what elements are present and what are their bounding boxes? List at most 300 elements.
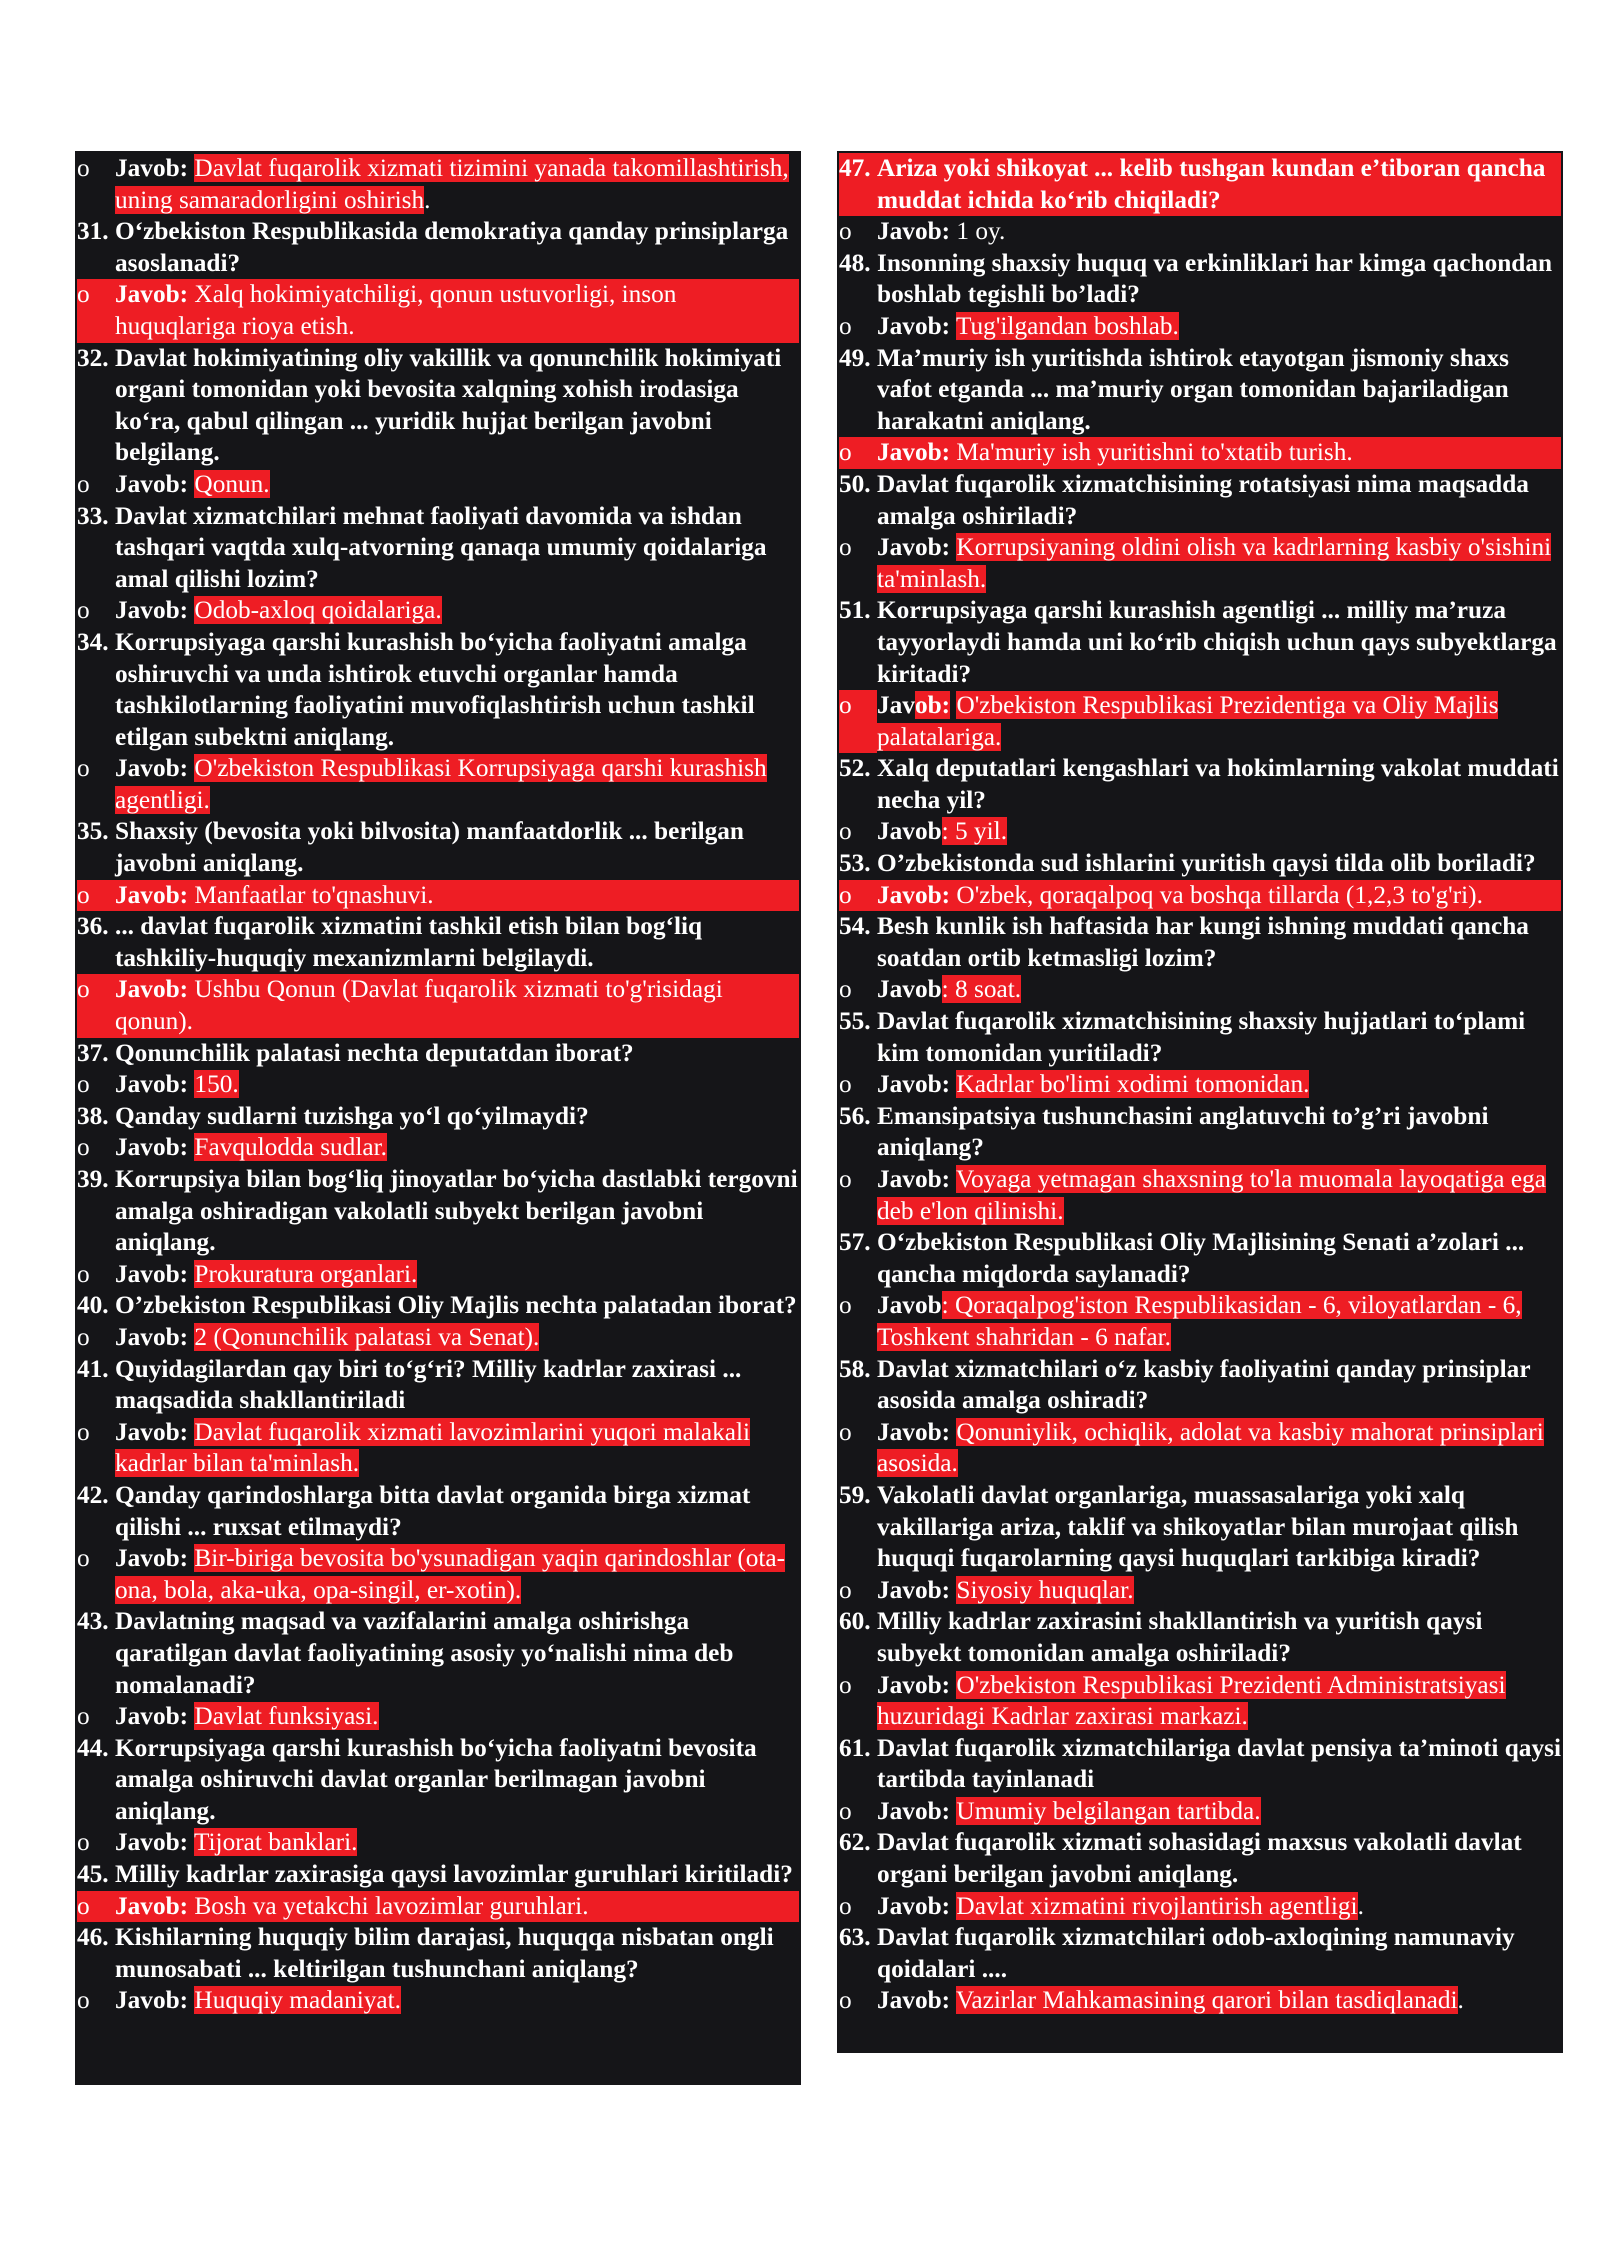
answer-label: Javob:: [877, 1891, 951, 1920]
qa-item: [839, 469, 1561, 595]
question-number: 57.: [839, 1228, 871, 1257]
question: [77, 1101, 799, 1133]
qa-item: [77, 343, 799, 501]
question-number: 56.: [839, 1101, 871, 1130]
answer-text: 1 oy.: [956, 217, 1006, 246]
question: [77, 1606, 799, 1701]
answer-body: [877, 816, 1561, 848]
answer-body: [877, 216, 1561, 248]
question-text: ... davlat fuqarolik xizmatini tashkil etish bilan bog‘liq tashkiliy-huquqiy mexanizmlarni belgilaydi.: [115, 912, 703, 972]
answer-label: Javob:: [115, 975, 189, 1004]
answer-label: Javob:: [115, 1544, 189, 1573]
answer-body: [115, 279, 799, 342]
bullet-icon: o: [77, 1702, 90, 1731]
question-number: 40.: [77, 1291, 109, 1320]
answer-label: Javob:: [115, 1891, 189, 1920]
question-text: Emansipatsiya tushunchasini anglatuvchi to’g’ri javobni aniqlang?: [877, 1101, 1489, 1162]
bullet-icon: o: [839, 437, 877, 469]
answer-label: Javob:: [115, 1070, 189, 1099]
answer-body: [877, 437, 1561, 469]
answer-body: [877, 1417, 1561, 1480]
bullet-icon: o: [839, 1291, 852, 1320]
question: [77, 1038, 799, 1070]
question: [77, 1164, 799, 1259]
answer-text: Kadrlar bo'limi xodimi tomonidan.: [956, 1070, 1310, 1099]
answer: [77, 279, 799, 342]
answer: [839, 311, 1561, 343]
qa-item: [839, 1733, 1561, 1828]
qa-item: [77, 1859, 799, 1922]
question: [77, 1922, 799, 1985]
question: [839, 153, 1561, 216]
answer: [77, 880, 799, 912]
answer-text: O'zbekiston Respublikasi Prezidentiga va Oliy Majlis palatalariga.: [877, 691, 1499, 751]
answer: [77, 153, 799, 216]
question-number: 36.: [77, 912, 109, 941]
answer-body: [877, 1985, 1561, 2017]
qa-item: [839, 1480, 1561, 1606]
qa-item: [77, 1354, 799, 1480]
bullet-icon: o: [77, 974, 115, 1037]
question-number: 48.: [839, 248, 871, 277]
answer-label: ob:: [914, 691, 951, 720]
question-text: Besh kunlik ish haftasida har kungi ishning muddati qancha soatdan ortib ketmasligi lozim?: [877, 912, 1529, 972]
bullet-icon: o: [77, 1986, 90, 2015]
answer-text: Davlat fuqarolik xizmati tizimini yanada takomillashtirish, uning samaradorligini oshirish: [115, 154, 789, 214]
qa-item: [77, 1038, 799, 1101]
bullet-icon: o: [77, 1544, 90, 1573]
answer-text: Davlat funksiyasi.: [194, 1702, 379, 1731]
bullet-icon: o: [77, 1322, 90, 1351]
answer-label: Javob:: [115, 880, 189, 909]
answer-label: Javob:: [877, 1575, 951, 1604]
question-number: 34.: [77, 627, 109, 656]
bullet-icon: o: [839, 690, 877, 753]
answer: [77, 1701, 799, 1733]
bullet-icon: o: [839, 1165, 852, 1193]
answer-text: Umumiy belgilangan tartibda.: [956, 1796, 1261, 1825]
answer-label: Javob:: [115, 154, 189, 182]
qa-item: [77, 153, 799, 216]
answer-label: Javob:: [115, 1702, 189, 1731]
question-number: 59.: [839, 1480, 871, 1509]
bullet-icon: o: [839, 1796, 852, 1825]
question-text: Qanday sudlarni tuzishga yo‘l qo‘yilmaydi?: [115, 1101, 589, 1130]
question: [77, 343, 799, 469]
answer-label: Javob:: [877, 880, 951, 909]
question: [839, 1480, 1561, 1575]
question: [839, 595, 1561, 690]
question: [839, 1606, 1561, 1669]
question-text: Davlat xizmatchilari o‘z kasbiy faoliyatini qanday prinsiplar asosida amalga oshiradi?: [877, 1354, 1531, 1415]
bullet-icon: o: [77, 596, 90, 625]
qa-item: [839, 1606, 1561, 1732]
answer-body: [115, 1543, 799, 1606]
qa-item: [839, 153, 1561, 248]
question-text: Davlatning maqsad va vazifalarini amalga oshirishga qaratilgan davlat faoliyatining asosiy yo‘nalishi nima deb nomalanadi?: [115, 1607, 734, 1699]
answer: [839, 216, 1561, 248]
answer-body: [115, 1417, 799, 1480]
answer-body: [115, 1259, 799, 1291]
answer-label: Javob:: [115, 280, 189, 309]
qa-item: [77, 1164, 799, 1290]
answer-label: Javob:: [115, 469, 189, 498]
question: [839, 1827, 1561, 1890]
answer-body: [115, 469, 799, 501]
qa-item: [77, 216, 799, 342]
question-number: 53.: [839, 849, 871, 878]
bullet-icon: o: [77, 469, 90, 498]
question-text: O‘zbekiston Respublikasi Oliy Majlisining Senati a’zolari ... qancha miqdorda saylanadi?: [877, 1228, 1525, 1288]
bullet-icon: o: [77, 1259, 90, 1288]
answer-body: [877, 690, 1561, 753]
question: [77, 216, 799, 279]
bullet-icon: o: [77, 279, 115, 342]
answer-body: [877, 1575, 1561, 1607]
answer-text: Qonuniylik, ochiqlik, adolat va kasbiy mahorat prinsiplari asosida.: [877, 1417, 1544, 1478]
question: [839, 1922, 1561, 1985]
bullet-icon: o: [77, 1417, 90, 1446]
question-number: 54.: [839, 912, 871, 941]
answer-text: Prokuratura organlari.: [194, 1259, 418, 1288]
answer: [77, 974, 799, 1037]
answer-label: Javob:: [115, 1986, 189, 2015]
answer: [839, 1891, 1561, 1923]
qa-item: [839, 1006, 1561, 1101]
question: [839, 753, 1561, 816]
answer-body: [877, 974, 1561, 1006]
answer: [77, 1543, 799, 1606]
question-number: 58.: [839, 1354, 871, 1383]
answer-label: Javob:: [115, 1259, 189, 1288]
answer-text: Davlat xizmatini rivojlantirish agentligi: [956, 1891, 1358, 1920]
answer-body: [877, 1891, 1561, 1923]
bullet-icon: o: [77, 1133, 90, 1162]
qa-item: [839, 248, 1561, 343]
answer-text: Manfaatlar to'qnashuvi.: [194, 880, 434, 909]
qa-item: [77, 911, 799, 1037]
question-number: 49.: [839, 343, 871, 372]
answer-text: Xalq hokimiyatchiligi, qonun ustuvorligi, inson huquqlariga rioya etish.: [115, 280, 677, 340]
question: [839, 343, 1561, 438]
question-text: Korrupsiyaga qarshi kurashish bo‘yicha faoliyatni amalga oshiruvchi va unda ishtirok etuvchi organlar hamda tashkilotlarning faoliyatini muvofiqlashtirish uchun tashkil etilgan subektni aniqlang.: [115, 627, 755, 751]
answer-body: [877, 1069, 1561, 1101]
answer: [77, 469, 799, 501]
bullet-icon: o: [839, 1575, 852, 1604]
answer-label: Javob:: [877, 1670, 951, 1699]
answer-text: Voyaga yetmagan shaxsning to'la muomala layoqatiga ega deb e'lon qilinishi.: [877, 1165, 1546, 1225]
question: [839, 469, 1561, 532]
question-number: 47.: [839, 153, 877, 216]
answer: [839, 532, 1561, 595]
question-number: 35.: [77, 817, 109, 846]
question-number: 33.: [77, 501, 109, 530]
bullet-icon: o: [839, 975, 852, 1004]
question-text: Vakolatli davlat organlariga, muassasalariga yoki xalq vakillariga ariza, taklif va shikoyatlar bilan murojaat qilish huquqi fuqarolarning qaysi huquqlari tarkibiga kiradi?: [877, 1480, 1519, 1573]
answer-tail: .: [1357, 1891, 1364, 1920]
question-text: O’zbekistonda sud ishlarini yuritish qaysi tilda olib boriladi?: [877, 849, 1536, 878]
qa-item: [77, 1733, 799, 1859]
answer-text: Bir-biriga bevosita bo'ysunadigan yaqin qarindoshlar (ota-ona, bola, aka-uka, opa-singil, er-xotin).: [115, 1544, 786, 1604]
answer-label: Javob: [877, 817, 942, 846]
answer-tail: .: [424, 185, 431, 214]
answer-body: [877, 1670, 1561, 1733]
answer-text: Siyosiy huquqlar.: [956, 1575, 1134, 1604]
answer-text: Tug'ilgandan boshlab.: [955, 311, 1179, 340]
answer-body: [877, 880, 1561, 912]
qa-item: [77, 1101, 799, 1164]
answer-label: Javob:: [877, 1165, 951, 1193]
answer-label: Jav: [877, 691, 915, 720]
bullet-icon: o: [839, 1670, 852, 1699]
answer: [77, 1985, 799, 2017]
bullet-icon: o: [77, 1070, 90, 1099]
question-text: Davlat fuqarolik xizmati sohasidagi maxsus vakolatli davlat organi berilgan javobni aniqlang.: [877, 1828, 1522, 1889]
question-text: Quyidagilardan qay biri to‘g‘ri? Milliy kadrlar zaxirasi ... maqsadida shakllantiriladi: [115, 1354, 742, 1415]
question-number: 32.: [77, 343, 109, 372]
qa-item: [77, 1922, 799, 2017]
question: [839, 1101, 1561, 1164]
answer-text: Qonun.: [194, 469, 270, 498]
question-text: Davlat fuqarolik xizmatchisining shaxsiy hujjatlari to‘plami kim tomonidan yuritiladi?: [877, 1007, 1526, 1067]
question: [77, 1733, 799, 1828]
question-number: 60.: [839, 1607, 871, 1636]
answer: [77, 1417, 799, 1480]
answer-body: [877, 311, 1561, 343]
qa-item: [77, 501, 799, 627]
question-text: Qonunchilik palatasi nechta deputatdan iborat?: [115, 1038, 634, 1067]
question: [839, 1006, 1561, 1069]
question: [77, 911, 799, 974]
question-text: O‘zbekiston Respublikasida demokratiya qanday prinsiplarga asoslanadi?: [115, 217, 789, 277]
question-text: Xalq deputatlari kengashlari va hokimlarning vakolat muddati necha yil?: [877, 754, 1559, 814]
question: [77, 1354, 799, 1417]
qa-item: [839, 1922, 1561, 2017]
answer-label: Javob:: [115, 1322, 189, 1351]
answer: [77, 1322, 799, 1354]
right-column: [837, 151, 1563, 2053]
question: [839, 1733, 1561, 1796]
answer-text: Favqulodda sudlar.: [194, 1133, 387, 1162]
bullet-icon: o: [77, 1891, 115, 1923]
question-text: Davlat fuqarolik xizmatchilariga davlat pensiya ta’minoti qaysi tartibda tayinlanadi: [877, 1733, 1561, 1794]
bullet-icon: o: [839, 1891, 852, 1920]
question: [77, 1290, 799, 1322]
answer: [839, 1417, 1561, 1480]
bullet-icon: o: [77, 1828, 90, 1857]
answer-label: Javob:: [115, 1133, 189, 1162]
question-number: 44.: [77, 1733, 109, 1762]
question: [77, 1859, 799, 1891]
answer-label: Javob:: [877, 533, 951, 562]
question: [839, 1354, 1561, 1417]
question-number: 51.: [839, 596, 871, 625]
answer: [77, 1891, 799, 1923]
left-column: [75, 151, 801, 2085]
question-text: Milliy kadrlar zaxirasini shakllantirish va yuritish qaysi subyekt tomonidan amalga oshiriladi?: [877, 1607, 1483, 1667]
answer-body: [115, 1069, 799, 1101]
answer: [839, 816, 1561, 848]
question-number: 62.: [839, 1828, 871, 1857]
answer-body: [115, 153, 799, 216]
answer-label: Javob:: [877, 1070, 951, 1099]
answer-body: [877, 1164, 1561, 1227]
answer-text: O'zbek, qoraqalpoq va boshqa tillarda (1,2,3 to'g'ri).: [956, 880, 1483, 909]
answer: [839, 974, 1561, 1006]
bullet-icon: o: [839, 1417, 852, 1446]
qa-item: [839, 1227, 1561, 1353]
question-text: Milliy kadrlar zaxirasiga qaysi lavozimlar guruhlari kiritiladi?: [115, 1860, 793, 1889]
qa-item: [839, 1827, 1561, 1922]
answer-tail: .: [1457, 1986, 1464, 2015]
question: [77, 1480, 799, 1543]
answer-text: Korrupsiyaning oldini olish va kadrlarning kasbiy o'sishini ta'minlash.: [877, 533, 1552, 593]
qa-item: [839, 1101, 1561, 1227]
answer-body: [115, 595, 799, 627]
answer-label: Javob:: [877, 1796, 951, 1825]
answer-label: Javob:: [877, 1986, 951, 2015]
answer-text: : Qoraqalpog'iston Respublikasidan - 6, viloyatlardan - 6, Toshkent shahridan - 6 nafar.: [877, 1291, 1522, 1351]
question-number: 31.: [77, 217, 109, 246]
answer-body: [115, 753, 799, 816]
question: [839, 1227, 1561, 1290]
answer-body: [115, 880, 799, 912]
answer-text: : 8 soat.: [941, 975, 1022, 1004]
answer: [839, 1670, 1561, 1733]
answer-label: Javob:: [115, 1828, 189, 1857]
answer-text: O'zbekiston Respublikasi Korrupsiyaga qarshi kurashish agentligi.: [115, 754, 767, 814]
question-number: 52.: [839, 754, 871, 783]
question-text: Korrupsiyaga qarshi kurashish agentligi ... milliy ma’ruza tayyorlaydi hamda uni ko‘rib chiqish uchun qays subyektlarga kiritadi?: [877, 596, 1557, 688]
answer-text: 150.: [194, 1070, 239, 1099]
question-number: 38.: [77, 1101, 109, 1130]
answer-text: Ma'muriy ish yuritishni to'xtatib turish.: [956, 438, 1353, 467]
answer: [77, 1259, 799, 1291]
answer-label: Javob: [877, 975, 942, 1004]
answer: [839, 1575, 1561, 1607]
bullet-icon: o: [839, 1070, 852, 1099]
qa-item: [839, 848, 1561, 911]
bullet-icon: o: [77, 154, 90, 182]
question-text: Davlat hokimiyatining oliy vakillik va qonunchilik hokimiyati organi tomonidan yoki bevosita xalqning xohish irodasiga ko‘ra, qabul qilingan ... yuridik hujjat berilgan javobni belgilang.: [115, 343, 782, 467]
question: [839, 911, 1561, 974]
question-text: Kishilarning huquqiy bilim darajasi, huquqqa nisbatan ongli munosabati ... keltirilgan tushunchani aniqlang?: [115, 1923, 774, 1983]
answer-label: Javob:: [877, 311, 951, 340]
question-text: Insonning shaxsiy huquq va erkinliklari har kimga qachondan boshlab tegishli bo’ladi?: [877, 248, 1553, 309]
answer: [77, 753, 799, 816]
answer-label: Javob:: [115, 754, 189, 783]
qa-item: [839, 911, 1561, 1006]
bullet-icon: o: [839, 880, 877, 912]
answer-body: [877, 1290, 1561, 1353]
question-number: 45.: [77, 1860, 109, 1889]
answer-label: Javob:: [877, 1417, 951, 1446]
answer: [839, 1985, 1561, 2017]
answer-text: : 5 yil.: [941, 817, 1008, 846]
question-number: 42.: [77, 1480, 109, 1509]
question-number: 63.: [839, 1923, 871, 1952]
answer-text: Huquqiy madaniyat.: [194, 1986, 401, 2015]
question-number: 46.: [77, 1923, 109, 1952]
bullet-icon: o: [839, 311, 852, 340]
answer-body: [877, 1796, 1561, 1828]
answer-body: [115, 1985, 799, 2017]
bullet-icon: o: [839, 1986, 852, 2015]
question: [77, 816, 799, 879]
question-text: Shaxsiy (bevosita yoki bilvosita) manfaatdorlik ... berilgan javobni aniqlang.: [115, 817, 744, 878]
question-number: 55.: [839, 1007, 871, 1036]
answer: [77, 1132, 799, 1164]
question-number: 39.: [77, 1165, 109, 1193]
answer-body: [115, 1132, 799, 1164]
answer: [77, 1069, 799, 1101]
answer: [839, 690, 1561, 753]
answer-label: Javob:: [877, 438, 951, 467]
answer-body: [115, 974, 799, 1037]
question-text: Ma’muriy ish yuritishda ishtirok etayotgan jismoniy shaxs vafot etganda ... ma’muriy organ tomonidan bajariladigan harakatni aniqlang.: [877, 343, 1510, 435]
question-text: Davlat fuqarolik xizmatchilari odob-axloqining namunaviy qoidalari ....: [877, 1923, 1515, 1983]
question: [839, 848, 1561, 880]
question-number: 41.: [77, 1354, 109, 1383]
bullet-icon: o: [77, 754, 90, 783]
question-number: 43.: [77, 1607, 109, 1636]
answer: [839, 1069, 1561, 1101]
qa-item: [839, 753, 1561, 848]
answer-label: Javob: [877, 1291, 942, 1320]
qa-item: [839, 595, 1561, 753]
answer: [839, 437, 1561, 469]
answer-text: Davlat fuqarolik xizmati lavozimlarini yuqori malakali kadrlar bilan ta'minlash.: [115, 1417, 751, 1478]
answer-body: [877, 532, 1561, 595]
answer-body: [115, 1322, 799, 1354]
answer-text: O'zbekiston Respublikasi Prezidenti Administratsiyasi huzuridagi Kadrlar zaxirasi markazi.: [877, 1670, 1506, 1731]
question-text: Ariza yoki shikoyat ... kelib tushgan kundan e’tiboran qancha muddat ichida ko‘rib chiqiladi?: [877, 153, 1561, 216]
answer-label: Javob:: [877, 217, 951, 246]
answer: [839, 1796, 1561, 1828]
answer-text: Vazirlar Mahkamasining qarori bilan tasdiqlanadi: [955, 1986, 1458, 2015]
question-text: Korrupsiyaga qarshi kurashish bo‘yicha faoliyatni bevosita amalga oshiruvchi davlat organlar berilmagan javobni aniqlang.: [115, 1733, 757, 1825]
answer-body: [115, 1701, 799, 1733]
answer-body: [115, 1827, 799, 1859]
answer: [839, 880, 1561, 912]
question-text: Davlat xizmatchilari mehnat faoliyati davomida va ishdan tashqari vaqtda xulq-atvorning qanaqa umumiy qoidalariga amal qilishi lozim?: [115, 501, 767, 593]
qa-item: [839, 1354, 1561, 1480]
question-number: 50.: [839, 469, 871, 498]
answer-text: Tijorat banklari.: [193, 1828, 358, 1857]
bullet-icon: o: [839, 533, 852, 562]
answer-text: Bosh va yetakchi lavozimlar guruhlari.: [194, 1891, 589, 1920]
answer: [77, 1827, 799, 1859]
question-text: O’zbekiston Respublikasi Oliy Majlis nechta palatadan iborat?: [115, 1291, 797, 1320]
question-number: 61.: [839, 1733, 871, 1762]
answer: [839, 1290, 1561, 1353]
question-text: Qanday qarindoshlarga bitta davlat organida birga xizmat qilishi ... ruxsat etilmaydi?: [115, 1480, 751, 1541]
bullet-icon: o: [839, 817, 852, 846]
answer-text: Ushbu Qonun (Davlat fuqarolik xizmati to'g'risidagi qonun).: [115, 975, 723, 1036]
question-text: Davlat fuqarolik xizmatchisining rotatsiyasi nima maqsadda amalga oshiriladi?: [877, 469, 1529, 530]
answer-text: 2 (Qonunchilik palatasi va Senat).: [194, 1322, 540, 1351]
qa-item: [77, 816, 799, 911]
qa-item: [77, 627, 799, 817]
qa-item: [839, 343, 1561, 469]
question: [77, 627, 799, 753]
answer-label: Javob:: [115, 596, 189, 625]
answer: [839, 1164, 1561, 1227]
bullet-icon: o: [839, 217, 852, 246]
bullet-icon: o: [77, 880, 115, 912]
answer: [77, 595, 799, 627]
answer-text: Odob-axloq qoidalariga.: [194, 596, 442, 625]
